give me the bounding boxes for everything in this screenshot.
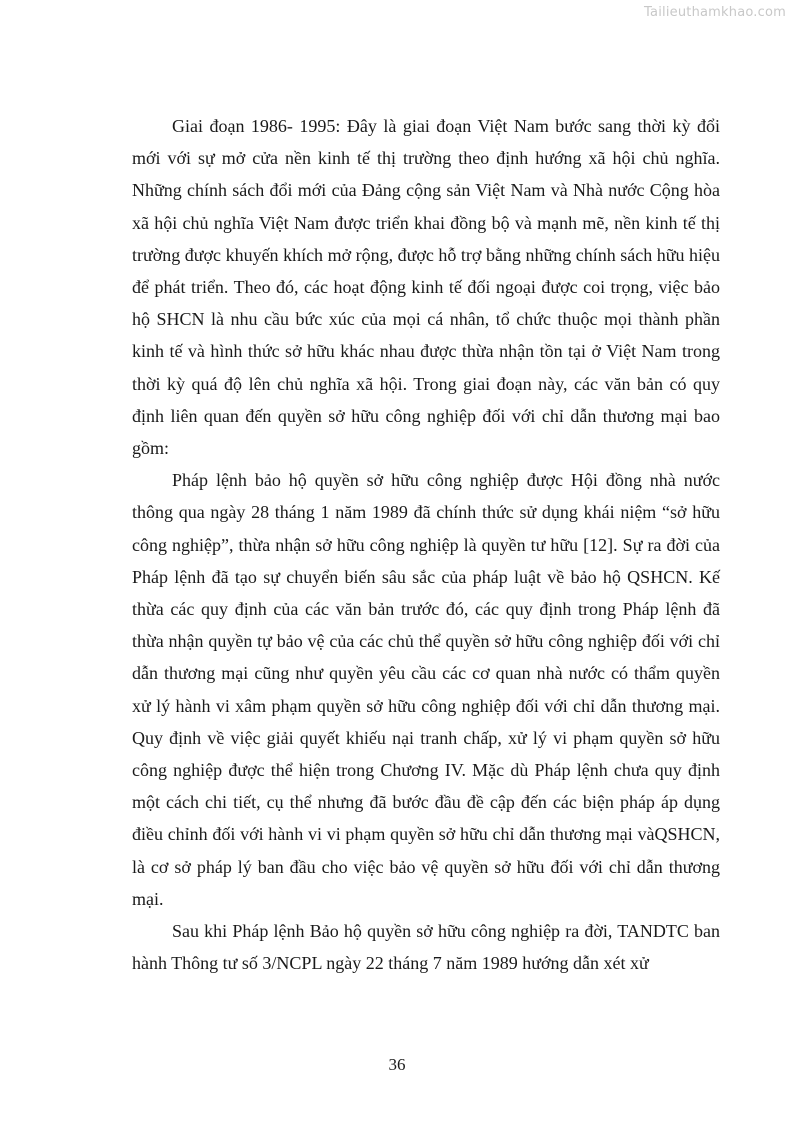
document-body: [132, 110, 720, 979]
page-number: 36: [388, 1055, 406, 1074]
watermark: Tailieuthamkhao.com: [644, 5, 786, 20]
paragraph: Giai đoạn 1986- 1995: Đây là giai đoạn Việt Nam bước sang thời kỳ đổi mới với sự mở cửa nền kinh tế thị trường theo định hướng xã hội chủ nghĩa. Những chính sách đổi mới của Đảng cộng sản Việt Nam và Nhà nước Cộng hòa xã hội chủ nghĩa Việt Nam được triển khai đồng bộ và mạnh mẽ, nền kinh tế thị trường được khuyến khích mở rộng, được hỗ trợ bằng những chính sách hữu hiệu để phát triển. Theo đó, các hoạt động kinh tế đối ngoại được coi trọng, việc bảo hộ SHCN là nhu cầu bức xúc của mọi cá nhân, tổ chức thuộc mọi thành phần kinh tế và hình thức sở hữu khác nhau được thừa nhận tồn tại ở Việt Nam trong thời kỳ quá độ lên chủ nghĩa xã hội. Trong giai đoạn này, các văn bản có quy định liên quan đến quyền sở hữu công nghiệp đối với chỉ dẫn thương mại bao gồm:: [132, 116, 720, 459]
paragraph: Pháp lệnh bảo hộ quyền sở hữu công nghiệp được Hội đồng nhà nước thông qua ngày 28 tháng 1 năm 1989 đã chính thức sử dụng khái niệm “sở hữu công nghiệp”, thừa nhận sở hữu công nghiệp là quyền tư hữu [12]. Sự ra đời của Pháp lệnh đã tạo sự chuyển biến sâu sắc của pháp luật về bảo hộ QSHCN. Kế thừa các quy định của các văn bản trước đó, các quy định trong Pháp lệnh đã thừa nhận quyền tự bảo vệ của các chủ thể quyền sở hữu công nghiệp đối với chỉ dẫn thương mại cũng như quyền yêu cầu các cơ quan nhà nước có thẩm quyền xử lý hành vi xâm phạm quyền sở hữu công nghiệp đối với chỉ dẫn thương mại. Quy định về việc giải quyết khiếu nại tranh chấp, xử lý vi phạm quyền sở hữu công nghiệp được thể hiện trong Chương IV. Mặc dù Pháp lệnh chưa quy định một cách chi tiết, cụ thể nhưng đã bước đầu đề cập đến các biện pháp áp dụng điều chỉnh đối với hành vi vi phạm quyền sở hữu chỉ dẫn thương mại vàQSHCN, là cơ sở pháp lý ban đầu cho việc bảo vệ quyền sở hữu đối với chỉ dẫn thương mại.: [132, 470, 720, 909]
paragraph: Sau khi Pháp lệnh Bảo hộ quyền sở hữu công nghiệp ra đời, TANDTC ban hành Thông tư số 3/NCPL ngày 22 tháng 7 năm 1989 hướng dẫn xét xử: [132, 921, 720, 974]
